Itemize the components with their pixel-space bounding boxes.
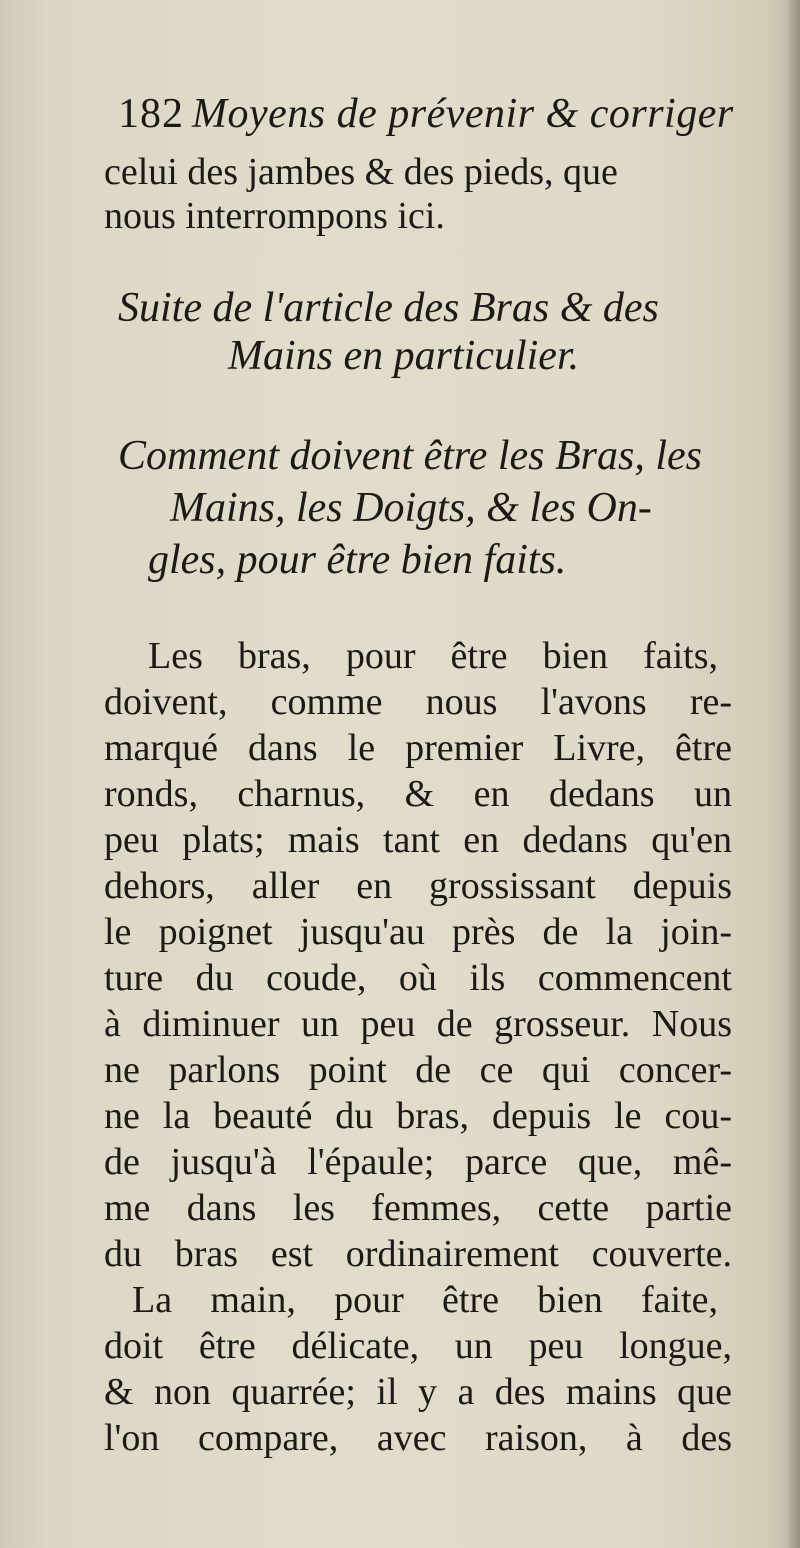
subheading-line-3: gles, pour être bien faits. <box>148 537 567 583</box>
section-heading-line-2: Mains en particulier. <box>228 333 580 379</box>
paragraph-line: à diminuer un peu de grosseur. Nous <box>104 1003 732 1045</box>
paragraph-line: me dans les femmes, cette partie <box>104 1187 732 1229</box>
paragraph-line: ne parlons point de ce qui concer- <box>104 1049 732 1091</box>
paragraph-line: Les bras, pour être bien faits, <box>148 635 718 677</box>
paragraph-line: marqué dans le premier Livre, être <box>104 727 732 769</box>
paragraph-line: l'on compare, avec raison, à des <box>104 1417 732 1459</box>
subheading-line-1: Comment doivent être les Bras, les <box>118 433 703 479</box>
paragraph-line: doit être délicate, un peu longue, <box>104 1325 732 1367</box>
subheading-line-2: Mains, les Doigts, & les On- <box>170 485 652 531</box>
paragraph-line: & non quarrée; il y a des mains que <box>104 1371 732 1413</box>
paragraph-line: ne la beauté du bras, depuis le cou- <box>104 1095 732 1137</box>
paragraph-line: dehors, aller en grossissant depuis <box>104 865 732 907</box>
page-number: 182 <box>118 91 184 137</box>
paragraph-line: peu plats; mais tant en dedans qu'en <box>104 819 732 861</box>
text-line: nous interrompons ici. <box>104 195 445 237</box>
running-title: Moyens de prévenir & corriger <box>192 91 734 137</box>
paragraph-line: ture du coude, où ils commencent <box>104 957 732 999</box>
paragraph-line: ronds, charnus, & en dedans un <box>104 773 732 815</box>
paragraph-line: de jusqu'à l'épaule; parce que, mê- <box>104 1141 732 1183</box>
paragraph-line: doivent, comme nous l'avons re- <box>104 681 732 723</box>
paragraph-line: le poignet jusqu'au près de la join- <box>104 911 732 953</box>
paragraph-line: La main, pour être bien faite, <box>132 1279 718 1321</box>
section-heading-line-1: Suite de l'article des Bras & des <box>118 285 659 331</box>
paragraph-line: du bras est ordinairement couverte. <box>104 1233 732 1275</box>
text-line: celui des jambes & des pieds, que <box>104 151 618 193</box>
running-head <box>118 90 738 138</box>
